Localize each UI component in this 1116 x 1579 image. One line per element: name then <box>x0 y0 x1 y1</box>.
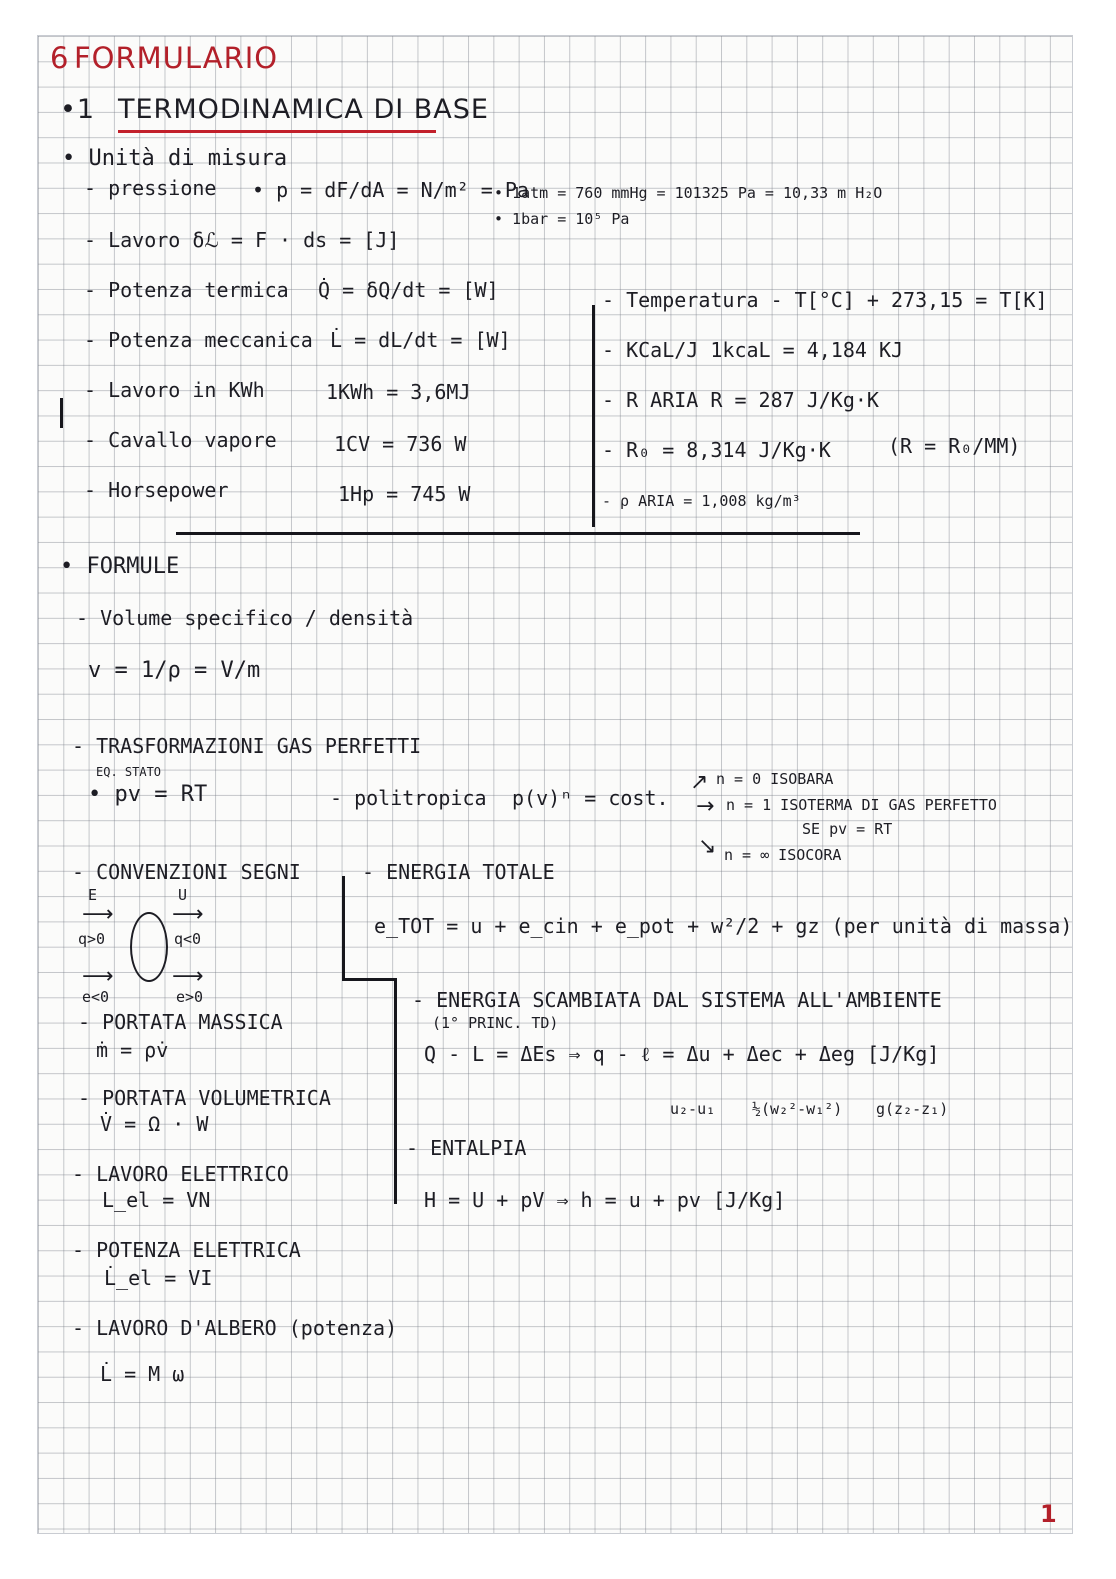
lavoro-kwh-label: - Lavoro in KWh <box>84 378 265 402</box>
primo-principio-label: (1° PRINC. TD) <box>432 1014 559 1032</box>
potenza-elettrica-label: - POTENZA ELETTRICA <box>72 1238 301 1262</box>
potenza-meccanica-label: - Potenza meccanica <box>84 328 313 352</box>
cavallo-label: - Cavallo vapore <box>84 428 277 452</box>
delta-eg-expansion: g(z₂-z₁) <box>876 1100 949 1118</box>
potenza-meccanica-formula: L̇ = dL/dt = [W] <box>330 328 511 352</box>
convention-e-positive: e>0 <box>176 988 204 1006</box>
lavoro-elettrico-formula: L_el = VN <box>102 1188 211 1212</box>
volume-specifico-label: - Volume specifico / densità <box>76 606 414 630</box>
rho-aria: - ρ ARIA = 1,008 kg/m³ <box>602 492 801 510</box>
portata-volumetrica-label: - PORTATA VOLUMETRICA <box>78 1086 331 1110</box>
r-relation: (R = R₀/MM) <box>888 434 1021 458</box>
energia-bracket-upper <box>342 876 345 980</box>
kcal-conversion: - KCaL/J 1kcaL = 4,184 KJ <box>602 338 904 362</box>
convention-u-label: U <box>178 886 188 904</box>
entalpia-formula: H = U + pV ⇒ h = u + pv [J/Kg] <box>424 1188 786 1212</box>
politropica-label: - politropica <box>330 786 487 810</box>
section-title-underline <box>118 130 436 133</box>
lavoro-unit: - Lavoro δℒ = F · ds = [J] <box>84 228 400 252</box>
bar-conversion: • 1bar = 10⁵ Pa <box>494 210 630 228</box>
energia-scambiata-label: - ENERGIA SCAMBIATA DAL SISTEMA ALL'AMBIENTE <box>412 988 942 1012</box>
margin-mark <box>60 398 63 428</box>
potenza-termica-label: - Potenza termica <box>84 278 289 302</box>
convention-e-label: E <box>88 886 98 904</box>
delta-u-expansion: u₂-u₁ <box>670 1100 716 1118</box>
cavallo-formula: 1CV = 736 W <box>334 432 467 456</box>
politropica-formula: p(v)ⁿ = cost. <box>512 786 669 810</box>
system-ellipse <box>130 912 168 982</box>
energia-scambiata-formula: Q - L = ΔEs ⇒ q - ℓ = Δu + Δec + Δeg [J/Kg] <box>424 1042 940 1066</box>
section-separator <box>176 532 860 535</box>
chapter-number: 6 <box>50 41 70 75</box>
arrow-q-out-icon: ⟶ <box>172 902 204 927</box>
arrow-e-in-icon: ⟶ <box>82 964 114 989</box>
lavoro-albero-formula: L̇ = M ω <box>100 1362 185 1386</box>
r-zero: - R₀ = 8,314 J/Kg·K <box>602 438 831 462</box>
atm-conversion: • 1atm = 760 mmHg = 101325 Pa = 10,33 m H₂O <box>494 184 883 202</box>
section-number: •1 <box>60 94 96 125</box>
isobara-case: n = 0 ISOBARA <box>716 770 834 788</box>
eq-stato-formula: • pv = RT <box>88 782 208 807</box>
arrow-isobara-icon: ↗ <box>690 770 709 795</box>
eq-stato-label: EQ. STATO <box>96 765 162 779</box>
arrow-isoterma-icon: → <box>696 794 715 819</box>
convention-e-negative: e<0 <box>82 988 110 1006</box>
arrow-q-in-icon: ⟶ <box>82 902 114 927</box>
pressione-formula: • p = dF/dA = N/m² = Pa <box>252 178 529 202</box>
arrow-isocora-icon: ↘ <box>698 834 717 859</box>
energia-bracket-step <box>342 978 396 981</box>
lavoro-elettrico-label: - LAVORO ELETTRICO <box>72 1162 289 1186</box>
lavoro-albero-label: - LAVORO D'ALBERO (potenza) <box>72 1316 398 1340</box>
page-title: FORMULARIO <box>74 41 279 75</box>
energia-totale-label: - ENERGIA TOTALE <box>362 860 555 884</box>
portata-volumetrica-formula: V̇ = Ω · W <box>100 1112 209 1136</box>
arrow-e-out-icon: ⟶ <box>172 964 204 989</box>
portata-massica-formula: ṁ = ρv̇ <box>96 1038 169 1062</box>
energia-bracket-lower <box>394 978 397 1204</box>
horsepower-label: - Horsepower <box>84 478 229 502</box>
energia-totale-formula: e_TOT = u + e_cin + e_pot + w²/2 + gz (per unità di massa) <box>374 914 1073 938</box>
horsepower-formula: 1Hp = 745 W <box>338 482 471 506</box>
potenza-termica-formula: Q̇ = δQ/dt = [W] <box>318 278 499 302</box>
portata-massica-label: - PORTATA MASSICA <box>78 1010 283 1034</box>
volume-specifico-formula: v = 1/ρ = V/m <box>88 658 261 683</box>
convenzioni-label: - CONVENZIONI SEGNI <box>72 860 301 884</box>
isocora-case: n = ∞ ISOCORA <box>724 846 842 864</box>
convention-q-negative: q<0 <box>174 930 202 948</box>
entalpia-label: - ENTALPIA <box>406 1136 527 1160</box>
section-title: TERMODINAMICA DI BASE <box>118 94 489 125</box>
formule-heading: • FORMULE <box>60 554 180 579</box>
isoterma-case: n = 1 ISOTERMA DI GAS PERFETTO <box>726 796 997 814</box>
lavoro-kwh-formula: 1KWh = 3,6MJ <box>326 380 471 404</box>
delta-ec-expansion: ½(w₂²-w₁²) <box>752 1100 843 1118</box>
r-aria: - R ARIA R = 287 J/Kg·K <box>602 388 879 412</box>
isoterma-condition: SE pv = RT <box>802 820 893 838</box>
units-heading: • Unità di misura <box>62 146 288 171</box>
trasformazioni-label: - TRASFORMAZIONI GAS PERFETTI <box>72 734 422 758</box>
column-divider <box>592 305 595 527</box>
pressione-label: - pressione <box>84 176 217 200</box>
convention-q-positive: q>0 <box>78 930 106 948</box>
page-number: 1 <box>1040 1500 1057 1528</box>
potenza-elettrica-formula: L̇_el = VI <box>104 1266 213 1290</box>
temperatura-conversion: - Temperatura - T[°C] + 273,15 = T[K] <box>602 288 1048 312</box>
